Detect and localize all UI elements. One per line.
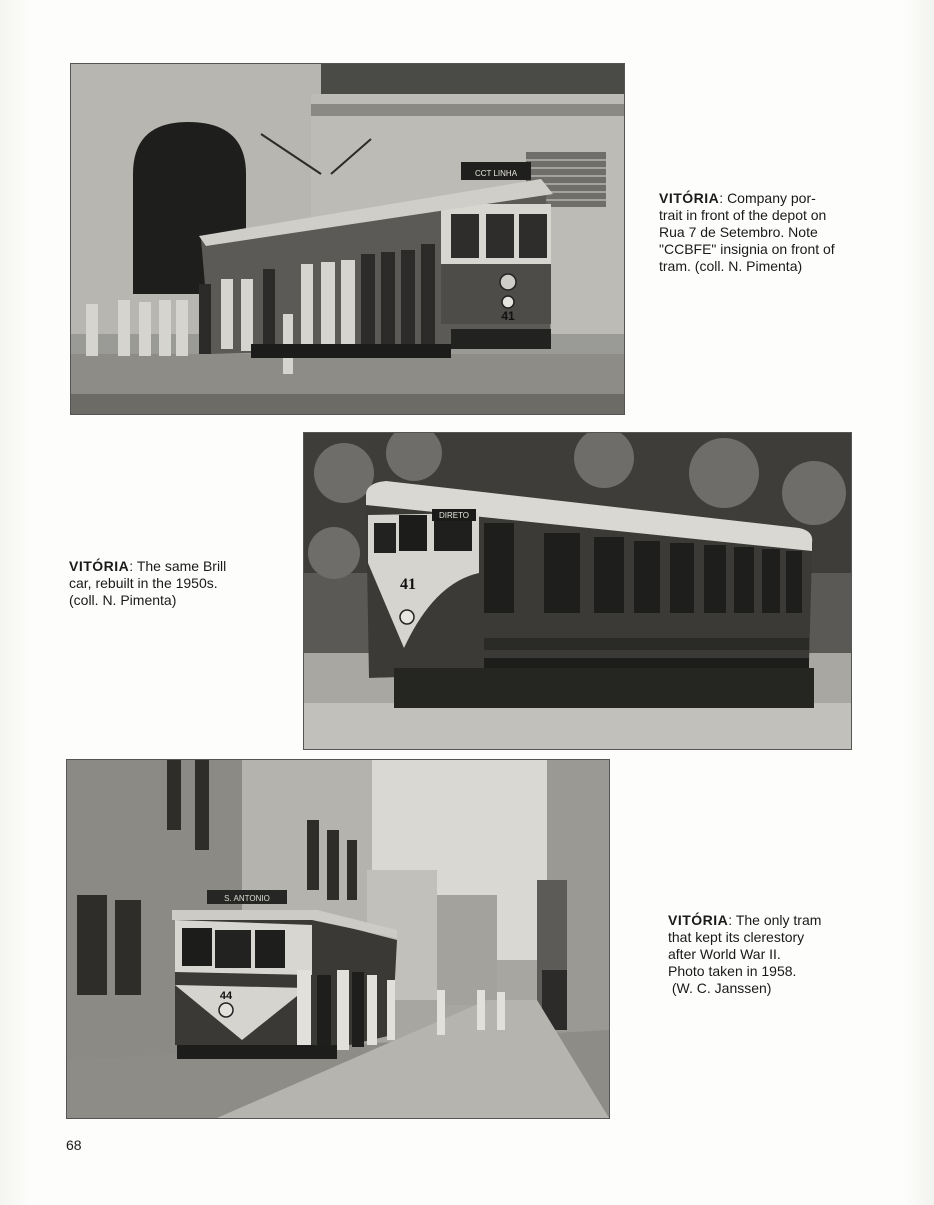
- tram-number-label: 44: [219, 990, 233, 1002]
- caption-line: that kept its clerestory: [668, 929, 805, 945]
- caption-line: car, rebuilt in the 1950s.: [69, 575, 218, 591]
- tram-number-label: 41: [400, 576, 416, 593]
- caption-place: VITÓRIA: [668, 912, 729, 928]
- caption-line: after World War II.: [668, 946, 781, 962]
- caption-rebuilt: VITÓRIA: The same Brill car, rebuilt in the 1950s. (coll. N. Pimenta): [69, 558, 289, 609]
- caption-line: trait in front of the depot on: [659, 207, 827, 223]
- tram-signboard-label: S. ANTONIO: [224, 894, 270, 903]
- caption-place: VITÓRIA: [69, 558, 130, 574]
- photo-rebuilt-brill: [304, 433, 851, 749]
- tram-number-label: 41: [501, 309, 515, 323]
- page-number: 68: [66, 1137, 82, 1153]
- caption-line: tram. (coll. N. Pimenta): [659, 258, 803, 274]
- tram-signboard-label: CCT LINHA: [474, 169, 518, 178]
- photo-depot-tram: [71, 64, 624, 414]
- tram-signboard-label: DIRETO: [438, 511, 470, 520]
- caption-line: (coll. N. Pimenta): [69, 592, 177, 608]
- photo-street-1958: [67, 760, 609, 1118]
- caption-line: Rua 7 de Setembro. Note: [659, 224, 818, 240]
- caption-line: Company por-: [727, 190, 816, 206]
- caption-place: VITÓRIA: [659, 190, 720, 206]
- caption-depot: VITÓRIA: Company por- trait in front of the depot on Rua 7 de Setembro. Note "CCBFE" insignia on front of tram. (coll. N. Pimenta): [659, 190, 879, 275]
- caption-line: Photo taken in 1958.: [668, 963, 797, 979]
- caption-line: The only tram: [735, 912, 822, 928]
- caption-street: VITÓRIA: The only tram that kept its clerestory after World War II. Photo taken in 1958. (W. C. Janssen): [668, 912, 868, 997]
- caption-line: The same Brill: [136, 558, 227, 574]
- caption-line: "CCBFE" insignia on front of: [659, 241, 835, 257]
- caption-line: (W. C. Janssen): [668, 980, 772, 996]
